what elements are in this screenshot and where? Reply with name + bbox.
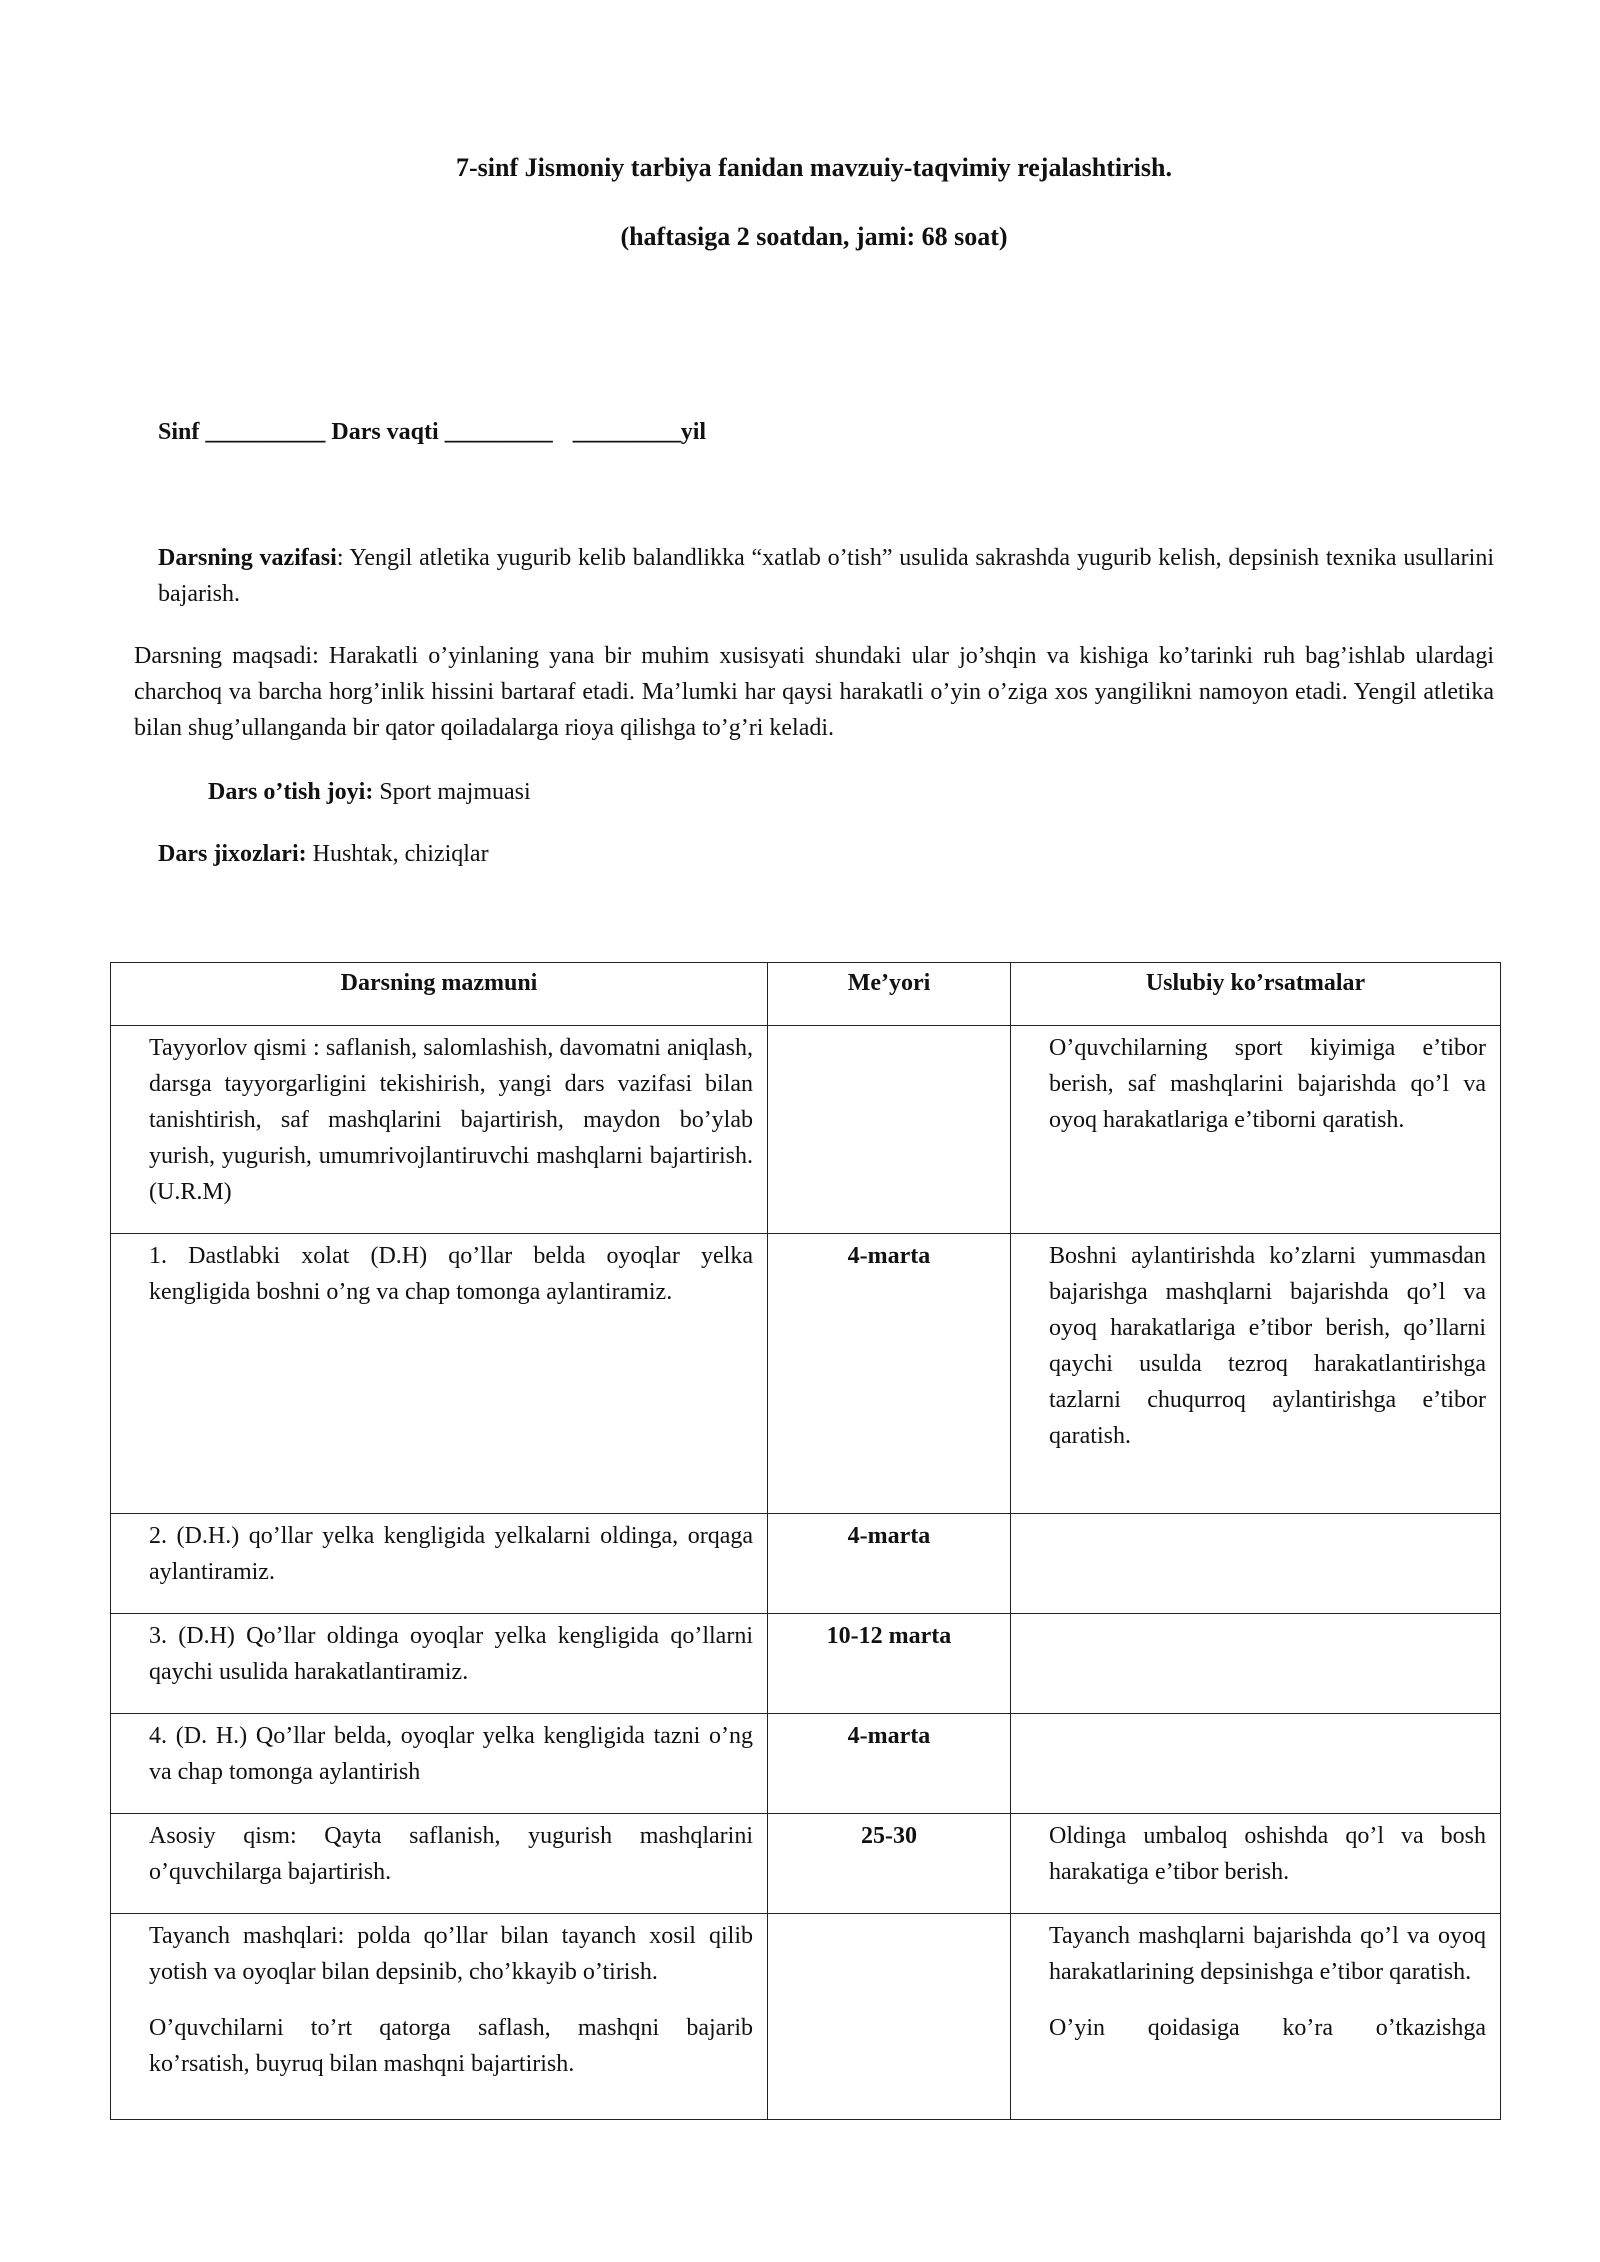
- header-uslubiy: Uslubiy ko’rsatmalar: [1011, 963, 1501, 1026]
- document-title: 7-sinf Jismoniy tarbiya fanidan mavzuiy-taqvimiy rejalashtirish.: [455, 153, 1172, 182]
- dars-vaqti-label: Dars vaqti: [331, 419, 439, 445]
- norm-cell: 25-30: [768, 1814, 1011, 1914]
- norm-cell: 4-marta: [768, 1714, 1011, 1814]
- cell-text: Tayyorlov qismi : saflanish, salomlashish, davomatni aniqlash, darsga tayyorgarligini tekishirish, yangi dars vazifasi bilan tanishtirish, saf mashqlarini bajartirish, maydon bo’ylab yurish, yugurish, umumrivojlantiruvchi mashqlarni bajartirish. (U.R.M): [149, 1035, 753, 1205]
- form-line: [158, 414, 706, 450]
- method-cell: [1011, 1614, 1501, 1714]
- vazifa-paragraph: [158, 540, 1494, 612]
- year-label: yil: [680, 419, 707, 445]
- jixozlari-label: Dars jixozlari:: [158, 841, 307, 867]
- table-row: [111, 1914, 1501, 2120]
- norm-cell: 4-marta: [768, 1234, 1011, 1514]
- cell-text: 2. (D.H.) qo’llar yelka kengligida yelkalarni oldinga, orqaga aylantiramiz.: [149, 1523, 753, 1585]
- header-mazmuni: Darsning mazmuni: [111, 963, 768, 1026]
- vazifa-label: Darsning vazifasi: [158, 545, 337, 571]
- maqsad-paragraph: Darsning maqsadi: Harakatli o’yinlaning yana bir muhim xusisyati shundaki ular jo’shqin va kishiga ko’tarinki ruh bag’ishlab ulardagi charchoq va barcha horg’inlik hissini bartaraf etadi. Ma’lumki har qaysi harakatli o’yin o’ziga xos yangilikni namoyon etadi. Yengil atletika bilan shug’ullanganda bir qator qoiladalarga rioya qilishga to’g’ri keladi.: [134, 643, 1494, 741]
- dars-vaqti-blank: _________: [444, 419, 553, 445]
- cell-text: Oldinga umbaloq oshishda qo’l va bosh harakatiga e’tibor berish.: [1049, 1823, 1486, 1885]
- jixozlari-value: Hushtak, chiziqlar: [312, 841, 489, 867]
- cell-text: Tayanch mashqlari: polda qo’llar bilan tayanch xosil qilib yotish va oyoqlar bilan depsinib, cho’kkayib o’tirish.: [149, 1923, 753, 1985]
- content-cell: [111, 1714, 768, 1814]
- norm-cell: 10-12 marta: [768, 1614, 1011, 1714]
- jixozlari-line: [158, 836, 489, 872]
- content-cell: [111, 1814, 768, 1914]
- method-cell: [1011, 1026, 1501, 1234]
- method-cell: [1011, 1514, 1501, 1614]
- vazifa-text: : Yengil atletika yugurib kelib balandlikka “xatlab o’tish” usulida sakrashda yugurib kelish, depsinish texnika usullarini bajarish.: [158, 545, 1494, 607]
- content-cell: [111, 1234, 768, 1514]
- cell-text: O’yin qoidasiga ko’ra o’tkazishga: [1049, 2015, 1486, 2041]
- table-header-row: [111, 963, 1501, 1026]
- cell-text: Asosiy qism: Qayta saflanish, yugurish mashqlarini o’quvchilarga bajartirish.: [149, 1823, 753, 1885]
- cell-text: Tayanch mashqlarni bajarishda qo’l va oyoq harakatlarining depsinishga e’tibor qaratish.: [1049, 1923, 1486, 1985]
- norm-cell: [768, 1914, 1011, 2120]
- sinf-label: Sinf: [158, 419, 200, 445]
- cell-text: O’quvchilarni to’rt qatorga saflash, mashqni bajarib ko’rsatish, buyruq bilan mashqni bajartirish.: [149, 2015, 753, 2077]
- table-row: [111, 1514, 1501, 1614]
- content-cell: [111, 1026, 768, 1234]
- method-cell: [1011, 1714, 1501, 1814]
- table-row: [111, 1234, 1501, 1514]
- lesson-plan-table: [110, 962, 1501, 2120]
- method-cell: [1011, 1814, 1501, 1914]
- cell-text: 4. (D. H.) Qo’llar belda, oyoqlar yelka kengligida tazni o’ng va chap tomonga aylantirish: [149, 1723, 753, 1785]
- joyi-value: Sport majmuasi: [379, 779, 531, 805]
- cell-text: Boshni aylantirishda ko’zlarni yummasdan bajarishga mashqlarni bajarishda qo’l va oyoq harakatlariga e’tibor berish, qo’llarni qaychi usulda tezroq harakatlantirishga tazlarni chuqurroq aylantirishga e’tibor qaratish.: [1049, 1243, 1486, 1449]
- joyi-label: Dars o’tish joyi:: [208, 779, 374, 805]
- joyi-line: [208, 774, 531, 810]
- cell-text: O’quvchilarning sport kiyimiga e’tibor berish, saf mashqlarini bajarishda qo’l va oyoq harakatlariga e’tiborni qaratish.: [1049, 1035, 1486, 1133]
- year-blank: _________: [572, 419, 681, 445]
- table-row: [111, 1714, 1501, 1814]
- header-meyori: Me’yori: [768, 963, 1011, 1026]
- method-cell: [1011, 1914, 1501, 2120]
- document-subtitle: (haftasiga 2 soatdan, jami: 68 soat): [620, 222, 1008, 251]
- table-row: [111, 1614, 1501, 1714]
- table-row: [111, 1026, 1501, 1234]
- norm-cell: 4-marta: [768, 1514, 1011, 1614]
- norm-cell: [768, 1026, 1011, 1234]
- content-cell: [111, 1614, 768, 1714]
- sinf-blank: __________: [205, 419, 326, 445]
- content-cell: [111, 1514, 768, 1614]
- cell-text: 3. (D.H) Qo’llar oldinga oyoqlar yelka kengligida qo’llarni qaychi usulida harakatlantiramiz.: [149, 1623, 753, 1685]
- cell-text: 1. Dastlabki xolat (D.H) qo’llar belda oyoqlar yelka kengligida boshni o’ng va chap tomonga aylantiramiz.: [149, 1243, 753, 1305]
- content-cell: [111, 1914, 768, 2120]
- table-row: [111, 1814, 1501, 1914]
- method-cell: [1011, 1234, 1501, 1514]
